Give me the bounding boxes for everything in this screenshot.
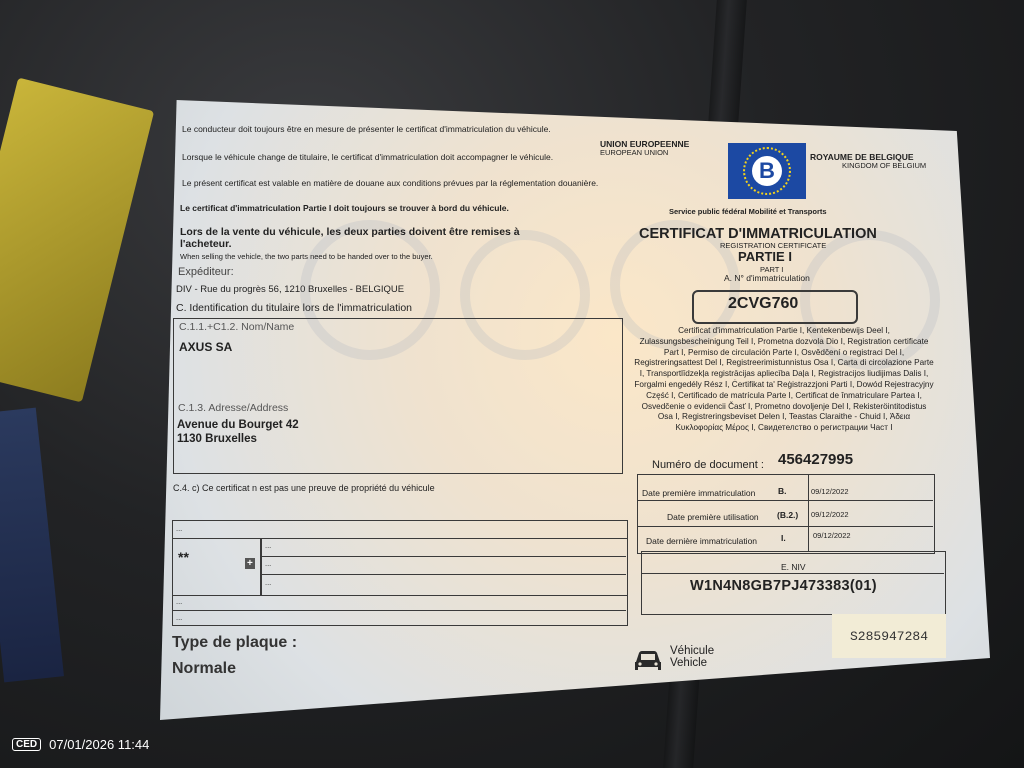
note-line-6: When selling the vehicle, the two parts need to be handed over to the buyer. bbox=[180, 252, 433, 261]
grid-line bbox=[172, 610, 626, 611]
serial-number: S285947284 bbox=[849, 628, 928, 644]
service-name: Service public fédéral Mobilité et Transports bbox=[669, 207, 827, 216]
holder-name: AXUS SA bbox=[179, 340, 233, 354]
grid-dots: ... bbox=[176, 524, 183, 533]
date-first-registration-value: 09/12/2022 bbox=[811, 487, 849, 496]
lower-grid-stars: ** bbox=[178, 549, 189, 565]
date-last-registration-label: Date dernière immatriculation bbox=[646, 536, 758, 546]
eu-stars bbox=[743, 147, 791, 195]
vin-value: W1N4N8GB7PJ473383(01) bbox=[690, 578, 877, 594]
dates-row-line bbox=[637, 500, 933, 501]
holder-section-title: C. Identification du titulaire lors de l'immatriculation bbox=[176, 302, 413, 314]
grid-dots: ... bbox=[265, 578, 272, 587]
note-line-3: Le présent certificat est valable en matière de douane aux conditions prévues par la réglementation douanière. bbox=[182, 178, 599, 188]
sender-label: Expéditeur: bbox=[178, 266, 234, 278]
note-line-2: Lorsque le véhicule change de titulaire, le certificat d'immatriculation doit accompagner le véhicule. bbox=[182, 152, 554, 162]
camera-timestamp: 07/01/2026 11:44 bbox=[49, 737, 150, 752]
serial-sticker bbox=[832, 614, 946, 658]
grid-dots: ... bbox=[176, 597, 183, 606]
kingdom-fr: ROYAUME DE BELGIQUE bbox=[810, 152, 914, 162]
lower-grid-right-cell bbox=[260, 538, 628, 596]
certificate-title-en: REGISTRATION CERTIFICATE bbox=[720, 241, 827, 250]
grid-line bbox=[260, 556, 626, 557]
date-first-use-value: 09/12/2022 bbox=[811, 510, 849, 519]
grid-dots: ... bbox=[265, 541, 272, 550]
sender-address: DIV - Rue du progrès 56, 1210 Bruxelles - BELGIQUE bbox=[176, 284, 405, 295]
date-last-registration-value: 09/12/2022 bbox=[813, 531, 851, 540]
doc-number-label: Numéro de document : bbox=[652, 459, 764, 471]
grid-dots: ... bbox=[176, 613, 183, 622]
ownership-note: C.4. c) Ce certificat n est pas une preuve de propriété du véhicule bbox=[173, 483, 435, 493]
holder-name-label: C.1.1.+C1.2. Nom/Name bbox=[179, 321, 295, 333]
date-first-use-code: (B.2.) bbox=[777, 510, 799, 520]
holder-city: 1130 Bruxelles bbox=[177, 433, 257, 445]
plate-type-value: Normale bbox=[172, 660, 237, 677]
reg-number: 2CVG760 bbox=[728, 295, 799, 312]
vin-label: E. NIV bbox=[781, 562, 806, 572]
note-line-4: Le certificat d'immatriculation Partie I doit toujours se trouver à bord du véhicule. bbox=[180, 203, 509, 213]
certificate-title: CERTIFICAT D'IMMATRICULATION bbox=[639, 226, 877, 242]
vin-line bbox=[641, 573, 944, 574]
grid-line bbox=[260, 574, 626, 575]
multilingual-titles: Certificat d'immatriculation Partie I, Kentekenbewijs Deel I, Zulassungsbescheinigung Teil I, Prometna dozvola Dio I, Registration certificate Part I, Permiso de circulación Parte I, Osvědčení o registraci Del I, Registreringsattest Del I, Registreerimistunnistus Osa I, Carta di circolazione Parte I, Transportlīdzekļa registrācijas apliecība Daļa I, Registracijos liudijimas Dalis I, Forgalmi engedély Rész I, Ċertifikat ta' Reġistrazzjoni Parti I, Dowód Rejestracyjny Część I, Certificado de matrícula Parte I, Certificat de înmatriculare Partea I, Osvedčenie o evidencii Časť I, Prometno dovoljenje Del I, Rekisteröintitodistus Osa I, Registreringsbeviset Delen I, Teastas Claraithe - Chuid I, Άδεια Κυκλοφορίας Μέρος I, Свидетелство о регистрации Част I bbox=[634, 326, 934, 433]
date-first-registration-label: Date première immatriculation bbox=[642, 488, 756, 498]
belgium-b-badge: B bbox=[752, 156, 782, 186]
camera-overlay bbox=[12, 737, 149, 752]
vehicle-label-fr: Véhicule bbox=[670, 645, 715, 657]
reg-number-label: A. N° d'immatriculation bbox=[724, 273, 810, 283]
date-last-registration-code: I. bbox=[781, 533, 786, 543]
camera-badge: CED bbox=[12, 738, 41, 751]
note-line-1: Le conducteur doit toujours être en mesure de présenter le certificat d'immatriculation du véhicule. bbox=[182, 124, 551, 134]
date-first-use-label: Date première utilisation bbox=[667, 512, 759, 522]
plate-type-label: Type de plaque : bbox=[172, 634, 298, 651]
dates-row-line bbox=[637, 526, 933, 527]
certificate-part-en: PART I bbox=[760, 265, 784, 274]
doc-number: 456427995 bbox=[778, 451, 854, 468]
car-icon bbox=[632, 646, 664, 674]
holder-box bbox=[173, 318, 623, 474]
holder-address-label: C.1.3. Adresse/Address bbox=[178, 402, 289, 414]
plus-icon: + bbox=[247, 558, 253, 569]
certificate-part: PARTIE I bbox=[738, 249, 792, 264]
vehicle-label-en: Vehicle bbox=[670, 657, 708, 669]
grid-dots: ... bbox=[265, 559, 272, 568]
eu-union-en: EUROPEAN UNION bbox=[600, 148, 669, 157]
date-first-registration-code: B. bbox=[778, 486, 787, 496]
eu-union-fr: UNION EUROPEENNE bbox=[600, 139, 690, 149]
eu-flag-icon bbox=[728, 143, 806, 199]
holder-street: Avenue du Bourget 42 bbox=[177, 419, 299, 431]
note-line-5: Lors de la vente du véhicule, les deux parties doivent être remises à l'acheteur. bbox=[180, 226, 520, 250]
dates-col-line bbox=[808, 474, 809, 552]
kingdom-en: KINGDOM OF BELGIUM bbox=[842, 161, 927, 170]
